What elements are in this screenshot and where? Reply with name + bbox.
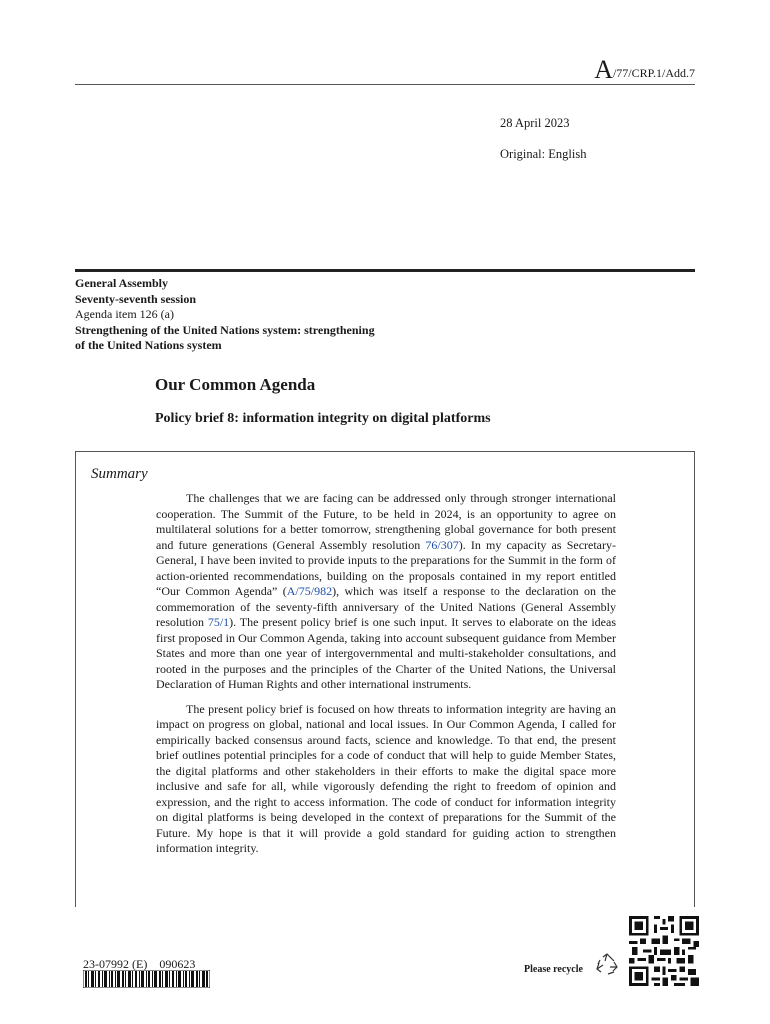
agenda-item: Agenda item 126 (a) [75, 307, 174, 321]
link-resolution-75-1[interactable]: 75/1 [207, 615, 230, 629]
original-language: Original: English [500, 147, 587, 161]
summary-paragraph-2: The present policy brief is focused on how threats to information integrity are having an impact on progress on global, national and local issues. In Our Common Agenda, I called for empirically backed consensus around facts, science and knowledge. To that end, the present brief outlines potential principles for a code of conduct that will help to guide Member States, the digital platforms and other stakeholders in their efforts to make the digital space more inclusive and safe for all, while vigorously defending the right to freedom of opinion and expression, and the right to access information. The code of conduct for information integrity on digital platforms is being developed in the context of preparations for the Summit of the Future. My hope is that it will provide a gold standard for guiding action to strengthen information integrity. [156, 701, 616, 855]
p1-text-3: ), which was itself a response to the declaration on the commemoration of the seventy-fifth anniversary of the United Nations (General Assembly resolution [156, 584, 617, 629]
p1-text-4: ). The present policy brief is one such input. It serves to elaborate on the ideas first proposed in Our Common Agenda, taking into account subsequent guidance from Member States and more than one year of intergovernmental and multi-stakeholder consultations, and rooted in the purposes and the principles of the Charter of the United Nations, the Universal Declaration of Human Rights and other international instruments. [156, 615, 616, 691]
section-rule [75, 269, 695, 272]
summary-paragraph-1 [156, 491, 616, 693]
header-rule [75, 84, 695, 85]
summary-text [156, 491, 616, 866]
barcode-icon [83, 970, 210, 988]
recycle-icon [594, 952, 620, 978]
qr-code-icon [629, 916, 699, 986]
session-name: Seventy-seventh session [75, 291, 197, 306]
symbol-rest: /77/CRP.1/Add.7 [612, 66, 695, 80]
body-name: General Assembly [75, 276, 168, 290]
recycle-label: Please recycle [524, 964, 583, 975]
doc-id: 23-07992 (E) [83, 957, 148, 971]
link-report-a-75-982[interactable]: A/75/982 [286, 584, 333, 598]
summary-heading: Summary [91, 466, 148, 482]
agenda-title-line1: Strengthening of the United Nations system: strengthening [75, 322, 375, 337]
summary-box [75, 451, 695, 907]
agenda-title-line2: of the United Nations system [75, 338, 222, 352]
document-title: Our Common Agenda [155, 375, 316, 394]
p1-text-1: The challenges that we are facing can be addressed only through stronger international cooperation. The Summit of the Future, to be held in 2024, is an opportunity to agree on multilateral solutions for a better tomorrow, strengthening global governance for both present and future generations (General Assembly resolution [156, 491, 616, 552]
doc-date: 090623 [159, 957, 196, 971]
document-date: 28 April 2023 [500, 116, 570, 130]
document-subtitle: Policy brief 8: information integrity on digital platforms [155, 411, 491, 426]
document-symbol [594, 55, 695, 85]
session-block [75, 276, 375, 354]
link-resolution-76-307[interactable]: 76/307 [425, 537, 459, 552]
p1-text-2: ). In my capacity as Secretary-General, I have been invited to provide inputs to the preparations for the Summit in the form of action-oriented recommendations, building on the proposals contained in my report entitled “Our Common Agenda” ( [156, 537, 616, 598]
symbol-letter: A [594, 55, 613, 84]
